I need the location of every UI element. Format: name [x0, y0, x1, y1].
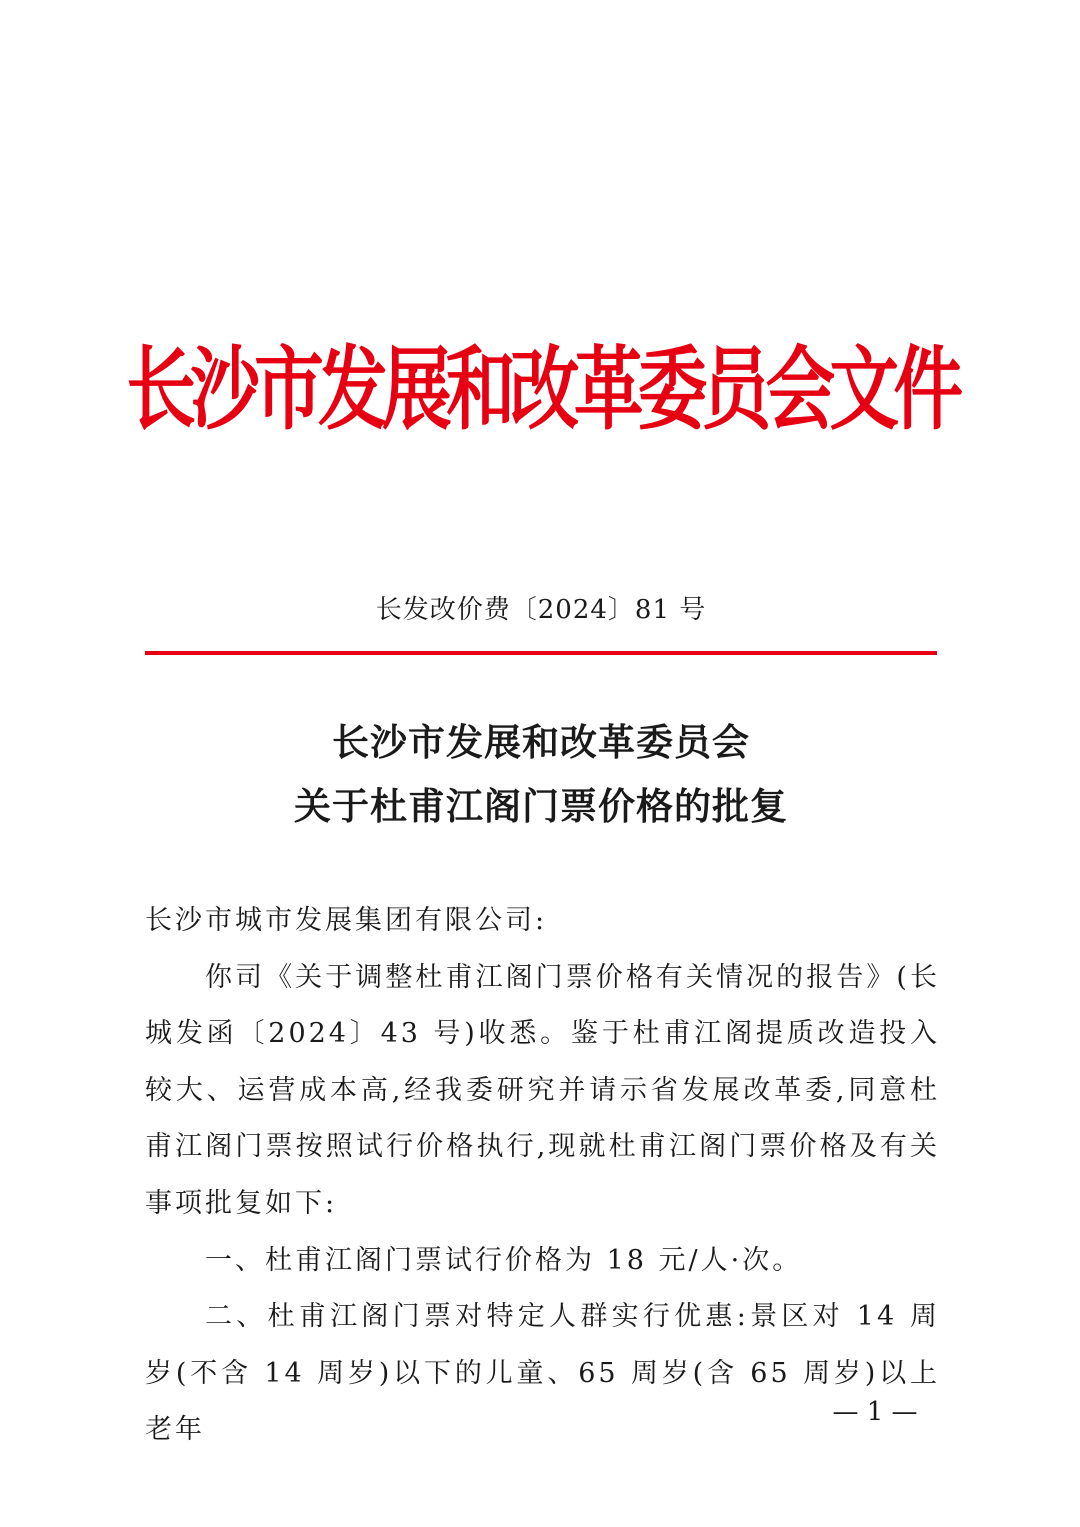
document-number: 长发改价费〔2024〕81 号 [375, 595, 707, 625]
document-body [145, 893, 940, 1459]
document-title-line-2: 关于杜甫江阁门票价格的批复 [294, 785, 788, 828]
red-divider-line [145, 651, 937, 655]
page-number: — 1 — [832, 1397, 918, 1427]
paragraph-intro: 你司《关于调整杜甫江阁门票价格有关情况的报告》(长城发函〔2024〕43 号)收悉。鉴于杜甫江阁提质改造投入较大、运营成本高,经我委研究并请示省发展改革委,同意杜甫江阁门票按照试行价格执行,现就杜甫江阁门票价格及有关事项批复如下: [145, 961, 940, 1219]
salutation: 长沙市城市发展集团有限公司: [145, 905, 548, 936]
paragraph-item-1: 一、杜甫江阁门票试行价格为 18 元/人·次。 [205, 1244, 803, 1276]
paragraph-item-2: 二、杜甫江阁门票对特定人群实行优惠:景区对 14 周岁(不含 14 周岁)以下的儿童、65 周岁(含 65 周岁)以上老年 [145, 1301, 940, 1446]
document-title-line-1: 长沙市发展和改革委员会 [332, 721, 750, 764]
masthead-title: 长沙市发展和改革委员会文件 [126, 337, 958, 443]
